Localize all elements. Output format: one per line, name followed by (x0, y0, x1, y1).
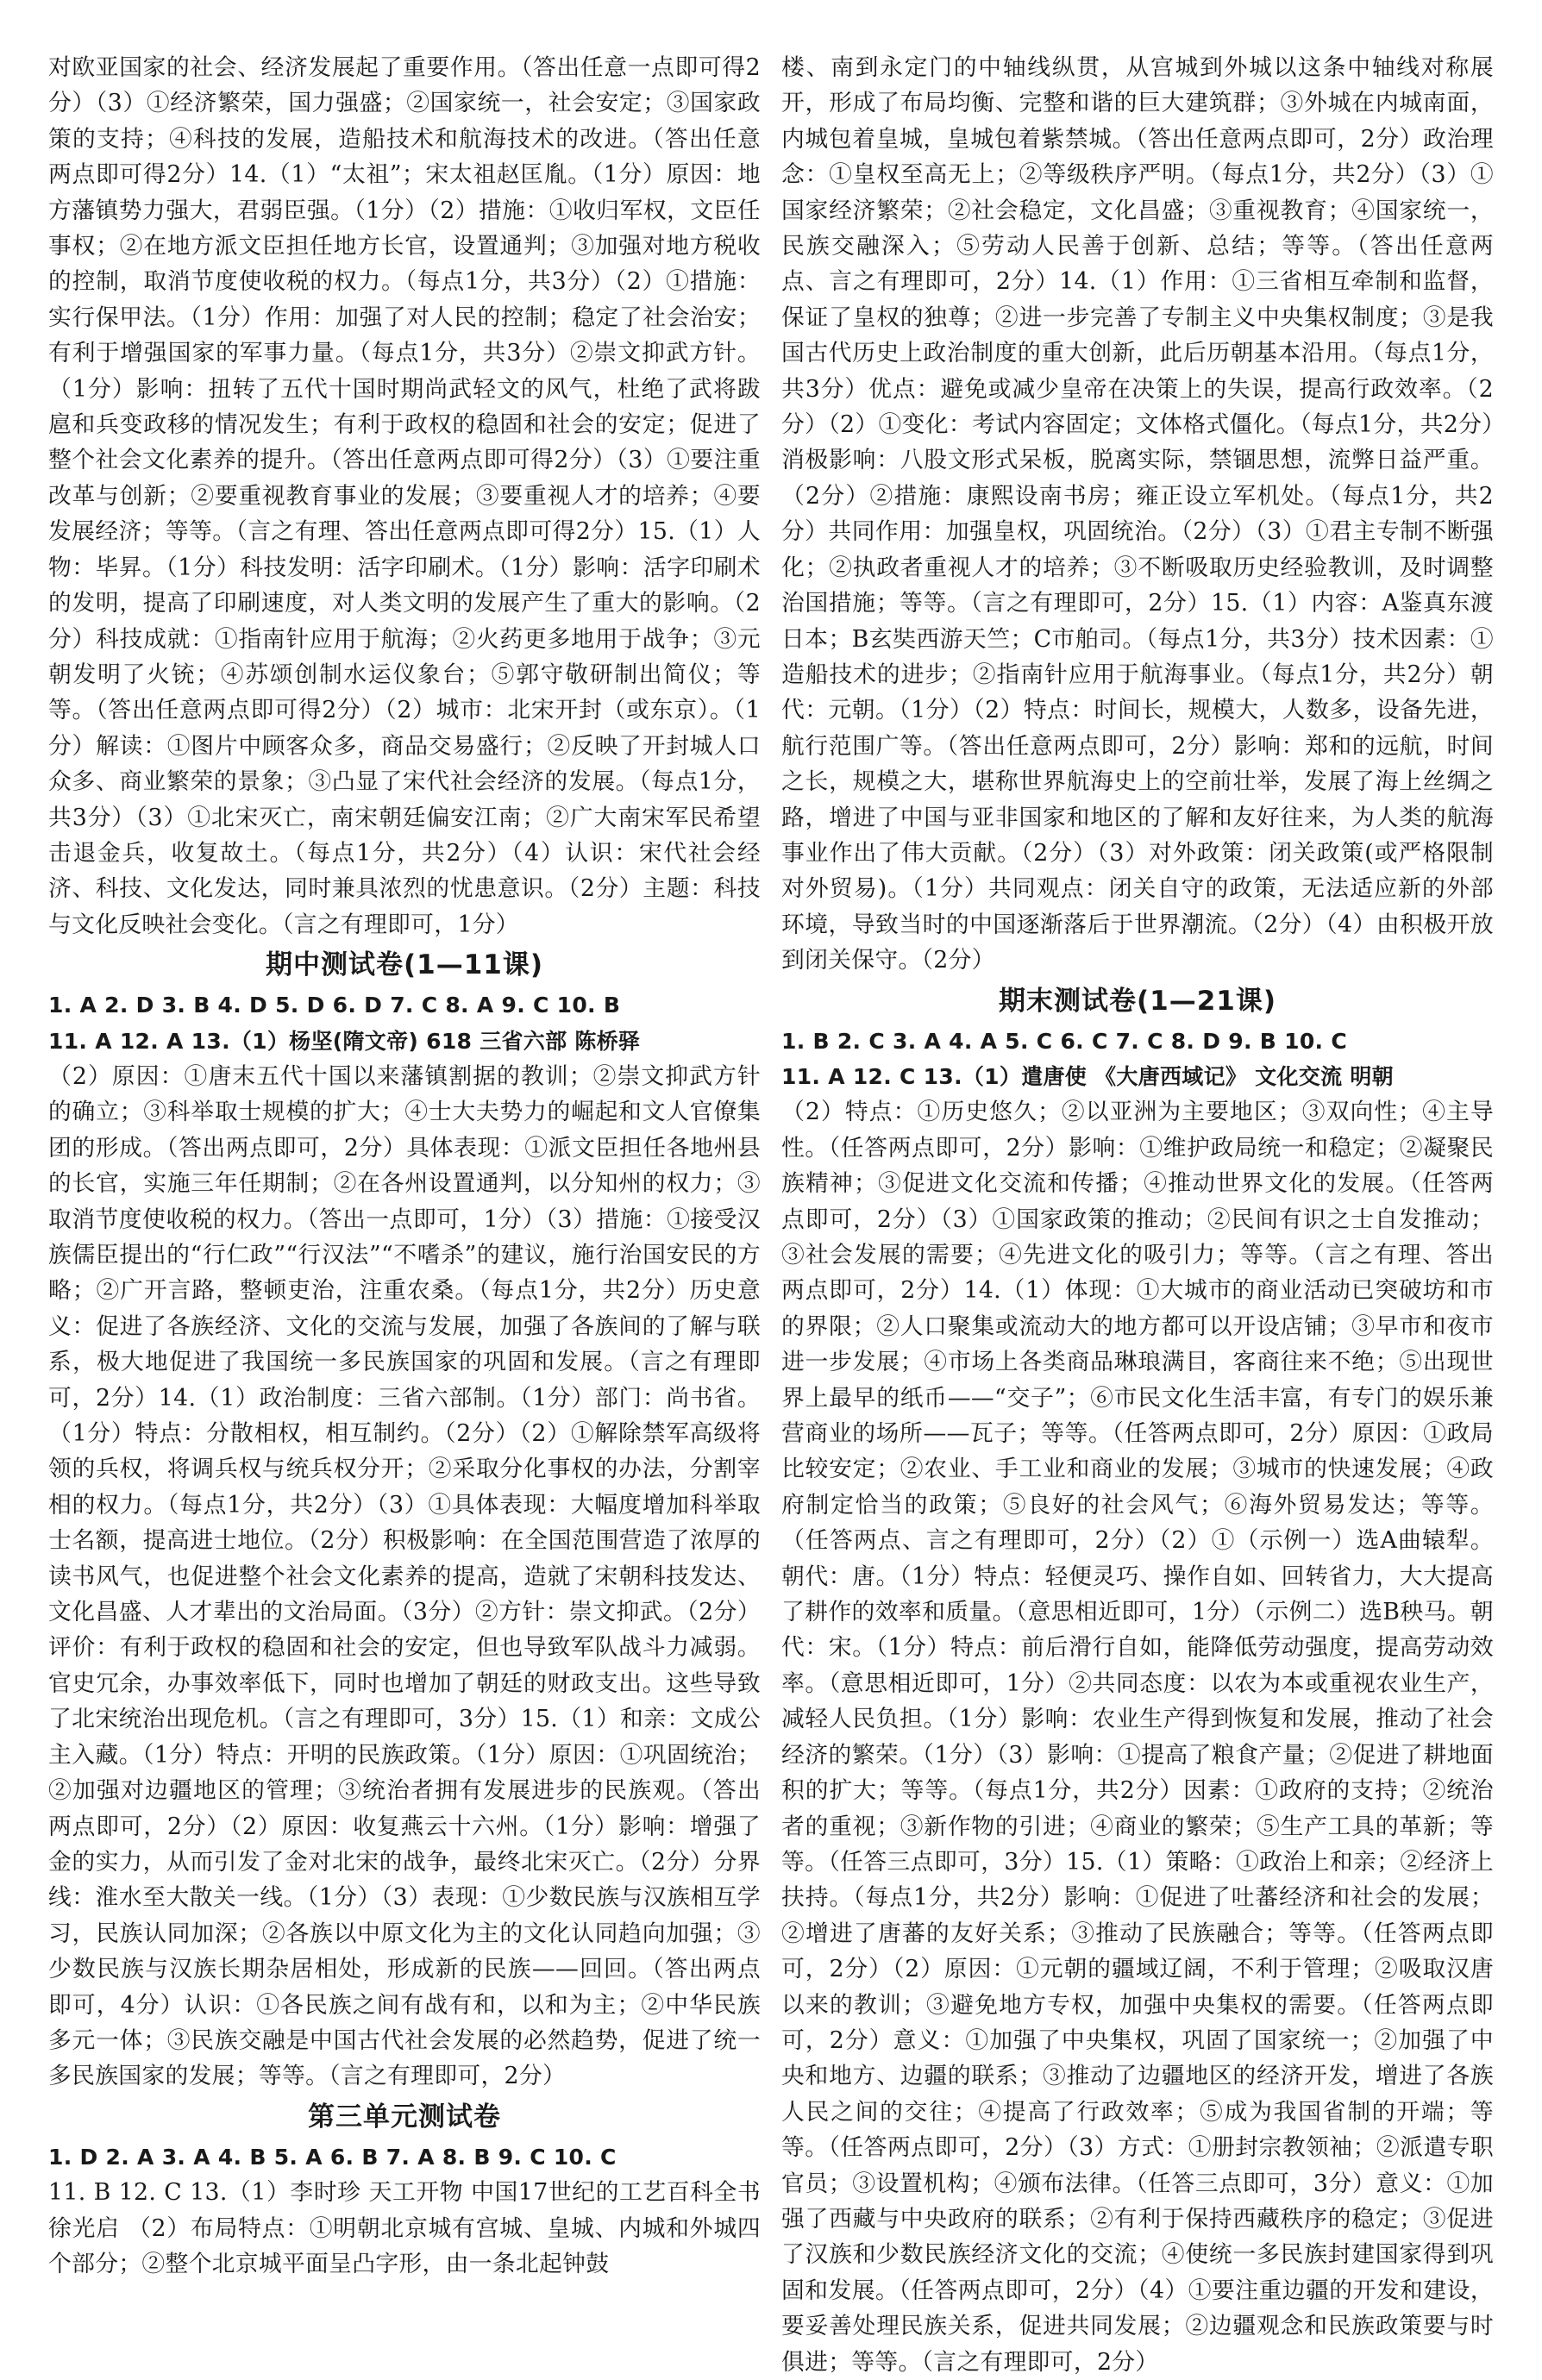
section-title-midterm: 期中测试卷(1—11课) (265, 949, 544, 981)
choice-answers-row2: 11. A 12. A 13.（1）杨坚(隋文帝) 618 三省六部 陈桥驿 (48, 1028, 641, 1054)
answer-text-final: （2）特点：①历史悠久；②以亚洲为主要地区；③双向性；④主导性。（任答两点即可，2分）影响：①维护政局统一和稳定；②凝聚民族精神；③促进文化交流和传播；④推动世界文化的发展。（任答两点即可，2分）（3）①国家政策的推动；②民间有识之士自发推动；③社会发展的需要；④先进文化的吸引力；等等。（言之有理、答出两点即可，2分）14.（1）体现：①大城市的商业活动已突破坊和市的界限；②人口聚集或流动大的地方都可以开设店铺；③早市和夜市进一步发展；④市场上各类商品琳琅满目，客商往来不绝；⑤出现世界上最早的纸币——“交子”；⑥市民文化生活丰富，有专门的娱乐兼营商业的场所——瓦子；等等。（任答两点即可，2分）原因：①政局比较安定；②农业、手工业和商业的发展；③城市的快速发展；④政府制定恰当的政策；⑤良好的社会风气；⑥海外贸易发达；等等。（任答两点、言之有理即可，2分）（2）①（示例一）选A曲辕犁。朝代：唐。（1分）特点：轻便灵巧、操作自如、回转省力，大大提高了耕作的效率和质量。（意思相近即可，1分）（示例二）选B秧马。朝代：宋。（1分）特点：前后滑行自如，能降低劳动强度，提高劳动效率。（意思相近即可，1分）②共同态度：以农为本或重视农业生产，减轻人民负担。（1分）影响：农业生产得到恢复和发展，推动了社会经济的繁荣。（1分）（3）影响：①提高了粮食产量；②促进了耕地面积的扩大；等等。（每点1分，共2分）因素：①政府的支持；②统治者的重视；③新作物的引进；④商业的繁荣；⑤生产工具的革新；等等。（任答三点即可，3分）15.（1）策略：①政治上和亲；②经济上扶持。（每点1分，共2分）影响：①促进了吐蕃经济和社会的发展；②增进了唐蕃的友好关系；③推动了民族融合；等等。（任答两点即可，2分）（2）原因：①元朝的疆域辽阔，不利于管理；②吸取汉唐以来的教训；③避免地方专权，加强中央集权的需要。（任答两点即可，2分）意义：①加强了中央集权，巩固了国家统一；②加强了中央和地方、边疆的联系；③推动了边疆地区的经济开发，增进了各族人民之间的交往；④提高了行政效率；⑤成为我国省制的开端；等等。（任答两点即可，2分）（3）方式：①册封宗教领袖；②派遣专职官员；③设置机构；④颁布法律。（任答三点即可，3分）意义：①加强了西藏与中央政府的联系；②有利于保持西藏秩序的稳定；③促进了汉族和少数民族经济文化的交流；④使统一多民族封建国家得到巩固和发展。（任答两点即可，2分）（4）①要注重边疆的开发和建设，要妥善处理民族关系，促进共同发展；②边疆观念和民族政策要与时俱进；等等。（言之有理即可，2分） (781, 1099, 1494, 2376)
answer-text-unit2-cont: 对欧亚国家的社会、经济发展起了重要作用。（答出任意一点即可得2分）（3）①经济繁荣，国力强盛；②国家统一，社会安定；③国家政策的支持；④科技的发展，造船技术和航海技术的改进。（答出任意两点即可得2分）14.（1）“太祖”；宋太祖赵匡胤。（1分）原因：地方藩镇势力强大，君弱臣强。（1分）（2）措施：①收归军权，文臣任事权；②在地方派文臣担任地方长官，设置通判；③加强对地方税收的控制，取消节度使收税的权力。（每点1分，共3分）（2）①措施：实行保甲法。（1分）作用：加强了对人民的控制；稳定了社会治安；有利于增强国家的军事力量。（每点1分，共3分）②崇文抑武方针。（1分）影响：扭转了五代十国时期尚武轻文的风气，杜绝了武将跋扈和兵变政移的情况发生；有利于政权的稳固和社会的安定；促进了整个社会文化素养的提升。（答出任意两点即可得2分）（3）①要注重改革与创新；②要重视教育事业的发展；③要重视人才的培养；④要发展经济；等等。（言之有理、答出任意两点即可得2分）15.（1）人物：毕昇。（1分）科技发明：活字印刷术。（1分）影响：活字印刷术的发明，提高了印刷速度，对人类文明的发展产生了重大的影响。（2分）科技成就：①指南针应用于航海；②火药更多地用于战争；③元朝发明了火铳；④苏颂创制水运仪象台；⑤郭守敬研制出简仪；等等。（答出任意两点即可得2分）（2）城市：北宋开封（或东京）。（1分）解读：①图片中顾客众多，商品交易盛行；②反映了开封城人口众多、商业繁荣的景象；③凸显了宋代社会经济的发展。（每点1分，共3分）（3）①北宋灭亡，南宋朝廷偏安江南；②广大南宋军民希望击退金兵，收复故土。（每点1分，共2分）（4）认识：宋代社会经济、科技、文化发达，同时兼具浓烈的忧患意识。（2分）主题：科技与文化反映社会变化。（言之有理即可，1分） (48, 54, 761, 938)
final-choice-answers-row2: 11. A 12. C 13.（1）遣唐使 《大唐西域记》 文化交流 明朝 (781, 1063, 1394, 1089)
answer-text-unit3: 11. B 12. C 13.（1）李时珍 天工开物 中国17世纪的工艺百科全书 徐光启 （2）布局特点：①明朝北京城有宫城、皇城、内城和外城四个部分；②整个北京城平面呈凸字形，由一条北起钟鼓 (48, 2179, 761, 2277)
left-column (48, 50, 761, 2282)
section-title-final: 期末测试卷(1—21课) (998, 985, 1277, 1017)
choice-answers-row1: 1. A 2. D 3. B 4. D 5. D 6. D 7. C 8. A 9. C 10. B (48, 993, 621, 1018)
answer-text-unit3-cont: 楼、南到永定门的中轴线纵贯，从宫城到外城以这条中轴线对称展开，形成了布局均衡、完整和谐的巨大建筑群；③外城在内城南面，内城包着皇城，皇城包着紫禁城。（答出任意两点即可，2分）政治理念：①皇权至高无上；②等级秩序严明。（每点1分，共2分）（3）①国家经济繁荣；②社会稳定，文化昌盛；③重视教育；④国家统一，民族交融深入；⑤劳动人民善于创新、总结；等等。（答出任意两点、言之有理即可，2分）14.（1）作用：①三省相互牵制和监督，保证了皇权的独尊；②进一步完善了专制主义中央集权制度；③是我国古代历史上政治制度的重大创新，此后历朝基本沿用。（每点1分，共3分）优点：避免或减少皇帝在决策上的失误，提高行政效率。（2分）（2）①变化：考试内容固定；文体格式僵化。（每点1分，共2分）消极影响：八股文形式呆板，脱离实际，禁锢思想，流弊日益严重。（2分）②措施：康熙设南书房；雍正设立军机处。（每点1分，共2分）共同作用：加强皇权，巩固统治。（2分）（3）①君主专制不断强化；②执政者重视人才的培养；③不断吸取历史经验教训，及时调整治国措施；等等。（言之有理即可，2分）15.（1）内容：A鉴真东渡日本；B玄奘西游天竺；C市舶司。（每点1分，共3分）技术因素：①造船技术的进步；②指南针应用于航海事业。（每点1分，共2分）朝代：元朝。（1分）（2）特点：时间长，规模大，人数多，设备先进，航行范围广等。（答出任意两点即可，2分）影响：郑和的远航，时间之长，规模之大，堪称世界航海史上的空前壮举，发展了海上丝绸之路，增进了中国与亚非国家和地区的了解和友好往来，为人类的航海事业作出了伟大贡献。（2分）（3）对外政策：闭关政策(或严格限制对外贸易)。（1分）共同观点：闭关自守的政策，无法适应新的外部环境，导致当时的中国逐渐落后于世界潮流。（2分）（4）由积极开放到闭关保守。（2分） (781, 54, 1494, 974)
section-title-unit3: 第三单元测试卷 (308, 2101, 501, 2133)
final-choice-answers-row1: 1. B 2. C 3. A 4. A 5. C 6. C 7. C 8. D 9. B 10. C (781, 1028, 1347, 1054)
right-column (781, 50, 1494, 2380)
choice-answers-unit3-row1: 1. D 2. A 3. A 4. B 5. A 6. B 7. A 8. B 9. C 10. C (48, 2144, 617, 2170)
answer-text-midterm: （2）原因：①唐末五代十国以来藩镇割据的教训；②崇文抑武方针的确立；③科举取士规模的扩大；④士大夫势力的崛起和文人官僚集团的形成。（答出两点即可，2分）具体表现：①派文臣担任各地州县的长官，实施三年任期制；②在各州设置通判，以分知州的权力；③取消节度使收税的权力。（答出一点即可，1分）（3）措施：①接受汉族儒臣提出的“行仁政”“行汉法”“不嗜杀”的建议，施行治国安民的方略；②广开言路，整顿吏治，注重农桑。（每点1分，共2分）历史意义：促进了各族经济、文化的交流与发展，加强了各族间的了解与联系，极大地促进了我国统一多民族国家的巩固和发展。（言之有理即可，2分）14.（1）政治制度：三省六部制。（1分）部门：尚书省。（1分）特点：分散相权，相互制约。（2分）（2）①解除禁军高级将领的兵权，将调兵权与统兵权分开；②采取分化事权的办法，分割宰相的权力。（每点1分，共2分）（3）①具体表现：大幅度增加科举取士名额，提高进士地位。（2分）积极影响：在全国范围营造了浓厚的读书风气，也促进整个社会文化素养的提高，造就了宋朝科技发达、文化昌盛、人才辈出的文治局面。（3分）②方针：崇文抑武。（2分）评价：有利于政权的稳固和社会的安定，但也导致军队战斗力减弱。官史冗余，办事效率低下，同时也增加了朝廷的财政支出。这些导致了北宋统治出现危机。（言之有理即可，3分）15.（1）和亲：文成公主入藏。（1分）特点：开明的民族政策。（1分）原因：①巩固统治；②加强对边疆地区的管理；③统治者拥有发展进步的民族观。（答出两点即可，2分）（2）原因：收复燕云十六州。（1分）影响：增强了金的实力，从而引发了金对北宋的战争，最终北宋灭亡。（2分）分界线：淮水至大散关一线。（1分）（3）表现：①少数民族与汉族相互学习，民族认同加深；②各族以中原文化为主的文化认同趋向加强；③少数民族与汉族长期杂居相处，形成新的民族——回回。（答出两点即可，4分）认识：①各民族之间有战有和，以和为主；②中华民族多元一体；③民族交融是中国古代社会发展的必然趋势，促进了统一多民族国家的发展；等等。（言之有理即可，2分） (48, 1062, 761, 2090)
